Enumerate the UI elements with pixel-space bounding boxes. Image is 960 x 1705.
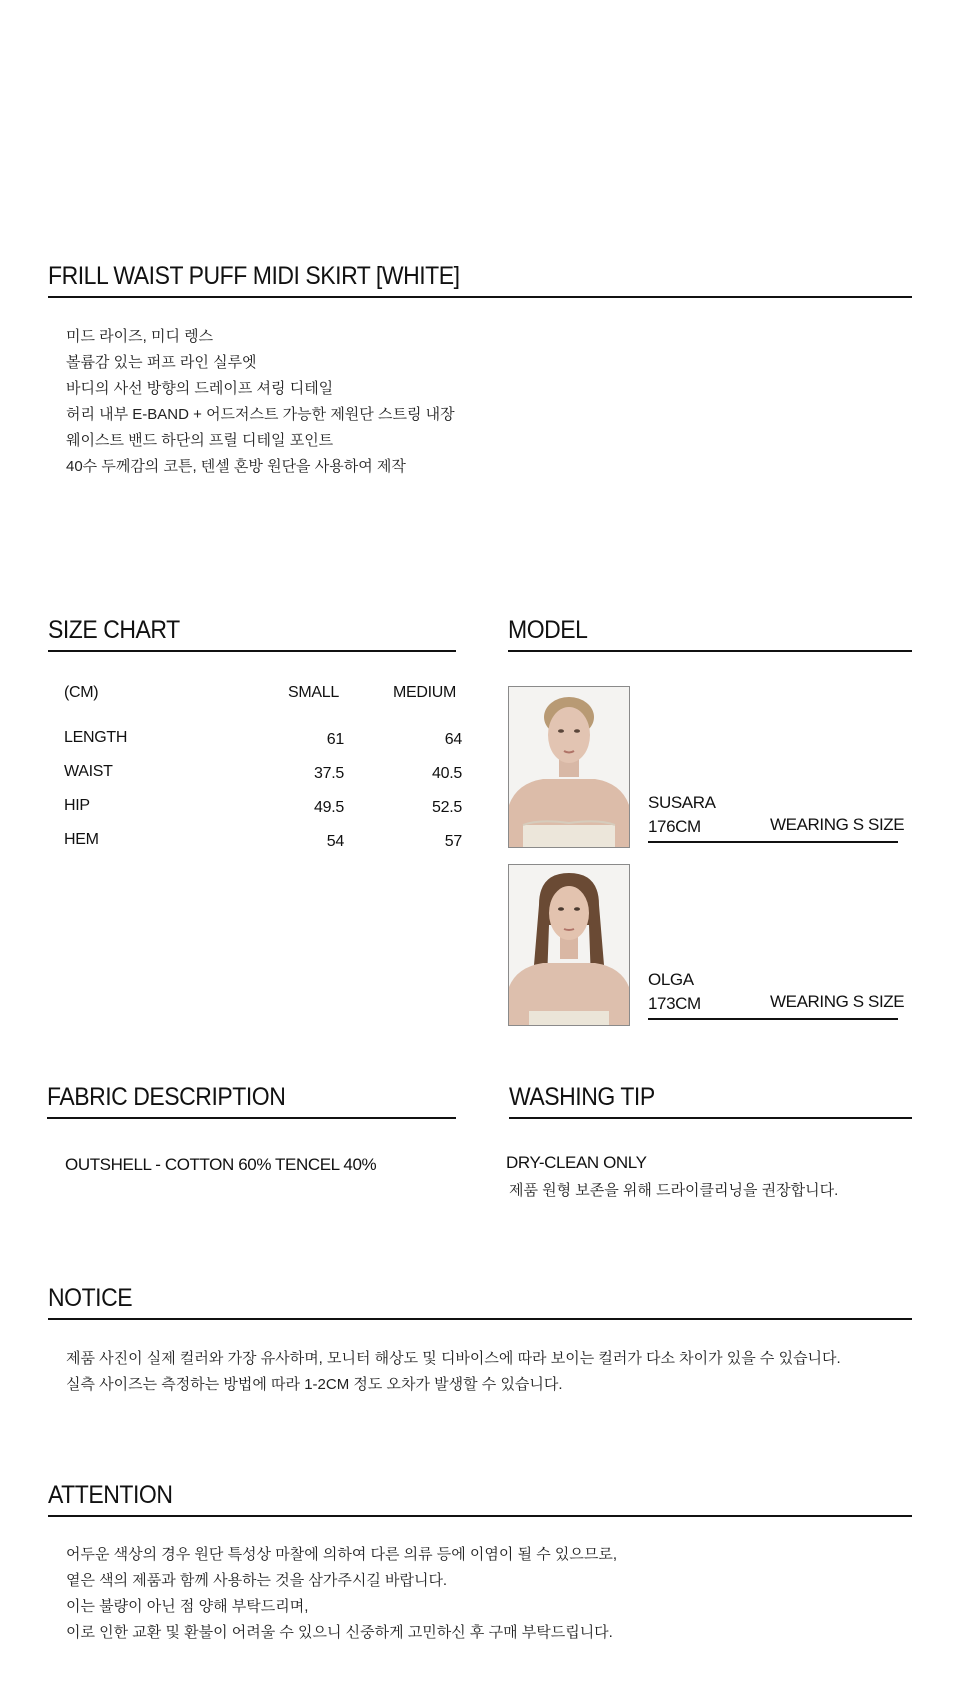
table-row: [64, 763, 466, 785]
model-height: 176CM: [648, 817, 701, 836]
cell-medium: 57: [444, 833, 462, 850]
feature-line: 미드 라이즈, 미디 렝스: [66, 328, 214, 345]
washing-divider: [509, 1117, 912, 1119]
attention-line: 이는 불량이 아닌 점 양해 부탁드리며,: [66, 1598, 309, 1615]
washing-heading: WASHING TIP: [509, 1083, 655, 1111]
size-chart-table: [64, 684, 466, 864]
title-divider: [48, 296, 912, 298]
notice-divider: [48, 1318, 912, 1320]
attention-divider: [48, 1515, 912, 1517]
model-portrait-image: [509, 865, 629, 1025]
column-header-small: SMALL: [288, 684, 339, 701]
feature-line: 바디의 사선 방향의 드레이프 셔링 디테일: [66, 380, 334, 397]
feature-line: 허리 내부 E-BAND + 어드저스트 가능한 제원단 스트링 내장: [66, 406, 455, 423]
size-chart-divider: [48, 650, 456, 652]
model-divider-susara: [648, 841, 898, 843]
row-label: LENGTH: [64, 729, 128, 746]
column-header-medium: MEDIUM: [393, 684, 457, 701]
cell-small: 37.5: [314, 765, 344, 782]
model-portrait-image: [509, 687, 629, 847]
size-chart-heading: SIZE CHART: [48, 616, 180, 644]
fabric-description: OUTSHELL - COTTON 60% TENCEL 40%: [65, 1155, 377, 1174]
table-row: [64, 831, 466, 853]
feature-line: 40수 두께감의 코튼, 텐셀 혼방 원단을 사용하여 제작: [66, 458, 406, 475]
feature-line: 볼륨감 있는 퍼프 라인 실루엣: [66, 354, 257, 371]
fabric-divider: [47, 1117, 456, 1119]
model-name: OLGA: [648, 970, 694, 989]
washing-title: DRY-CLEAN ONLY: [506, 1153, 647, 1172]
product-features: [66, 324, 455, 480]
notice-line: 실측 사이즈는 측정하는 방법에 따라 1-2CM 정도 오차가 발생할 수 있습니다.: [66, 1376, 563, 1393]
cell-small: 61: [326, 731, 344, 748]
notice-heading: NOTICE: [48, 1284, 133, 1312]
model-wearing-size: WEARING S SIZE: [770, 992, 905, 1011]
cell-small: 49.5: [314, 799, 344, 816]
model-height: 173CM: [648, 994, 701, 1013]
product-title: FRILL WAIST PUFF MIDI SKIRT [WHITE]: [48, 262, 460, 290]
table-row: [64, 729, 466, 751]
feature-line: 웨이스트 밴드 하단의 프릴 디테일 포인트: [66, 432, 334, 449]
notice-line: 제품 사진이 실제 컬러와 가장 유사하며, 모니터 해상도 및 디바이스에 따라 보이는 컬러가 다소 차이가 있을 수 있습니다.: [66, 1350, 841, 1367]
fabric-heading: FABRIC DESCRIPTION: [47, 1083, 286, 1111]
model-photo-olga: [508, 864, 630, 1026]
attention-line: 어두운 색상의 경우 원단 특성상 마찰에 의하여 다른 의류 등에 이염이 될 수 있으므로,: [66, 1546, 618, 1563]
cell-medium: 40.5: [432, 765, 462, 782]
washing-text: 제품 원형 보존을 위해 드라이클리닝을 권장합니다.: [509, 1182, 839, 1199]
cell-medium: 64: [444, 731, 462, 748]
notice-text: [66, 1346, 841, 1398]
model-photo-susara: [508, 686, 630, 848]
model-name: SUSARA: [648, 793, 716, 812]
attention-text: [66, 1542, 617, 1646]
unit-label: (CM): [64, 684, 99, 701]
attention-line: 이로 인한 교환 및 환불이 어려울 수 있으니 신중하게 고민하신 후 구매 부탁드립니다.: [66, 1624, 613, 1641]
row-label: HIP: [64, 797, 90, 814]
table-row: [64, 797, 466, 819]
model-heading: MODEL: [508, 616, 588, 644]
cell-medium: 52.5: [432, 799, 462, 816]
cell-small: 54: [326, 833, 344, 850]
model-wearing-size: WEARING S SIZE: [770, 815, 905, 834]
row-label: WAIST: [64, 763, 113, 780]
attention-line: 옅은 색의 제품과 함께 사용하는 것을 삼가주시길 바랍니다.: [66, 1572, 448, 1589]
row-label: HEM: [64, 831, 99, 848]
model-divider-olga: [648, 1018, 898, 1020]
attention-heading: ATTENTION: [48, 1481, 173, 1509]
model-divider: [508, 650, 912, 652]
